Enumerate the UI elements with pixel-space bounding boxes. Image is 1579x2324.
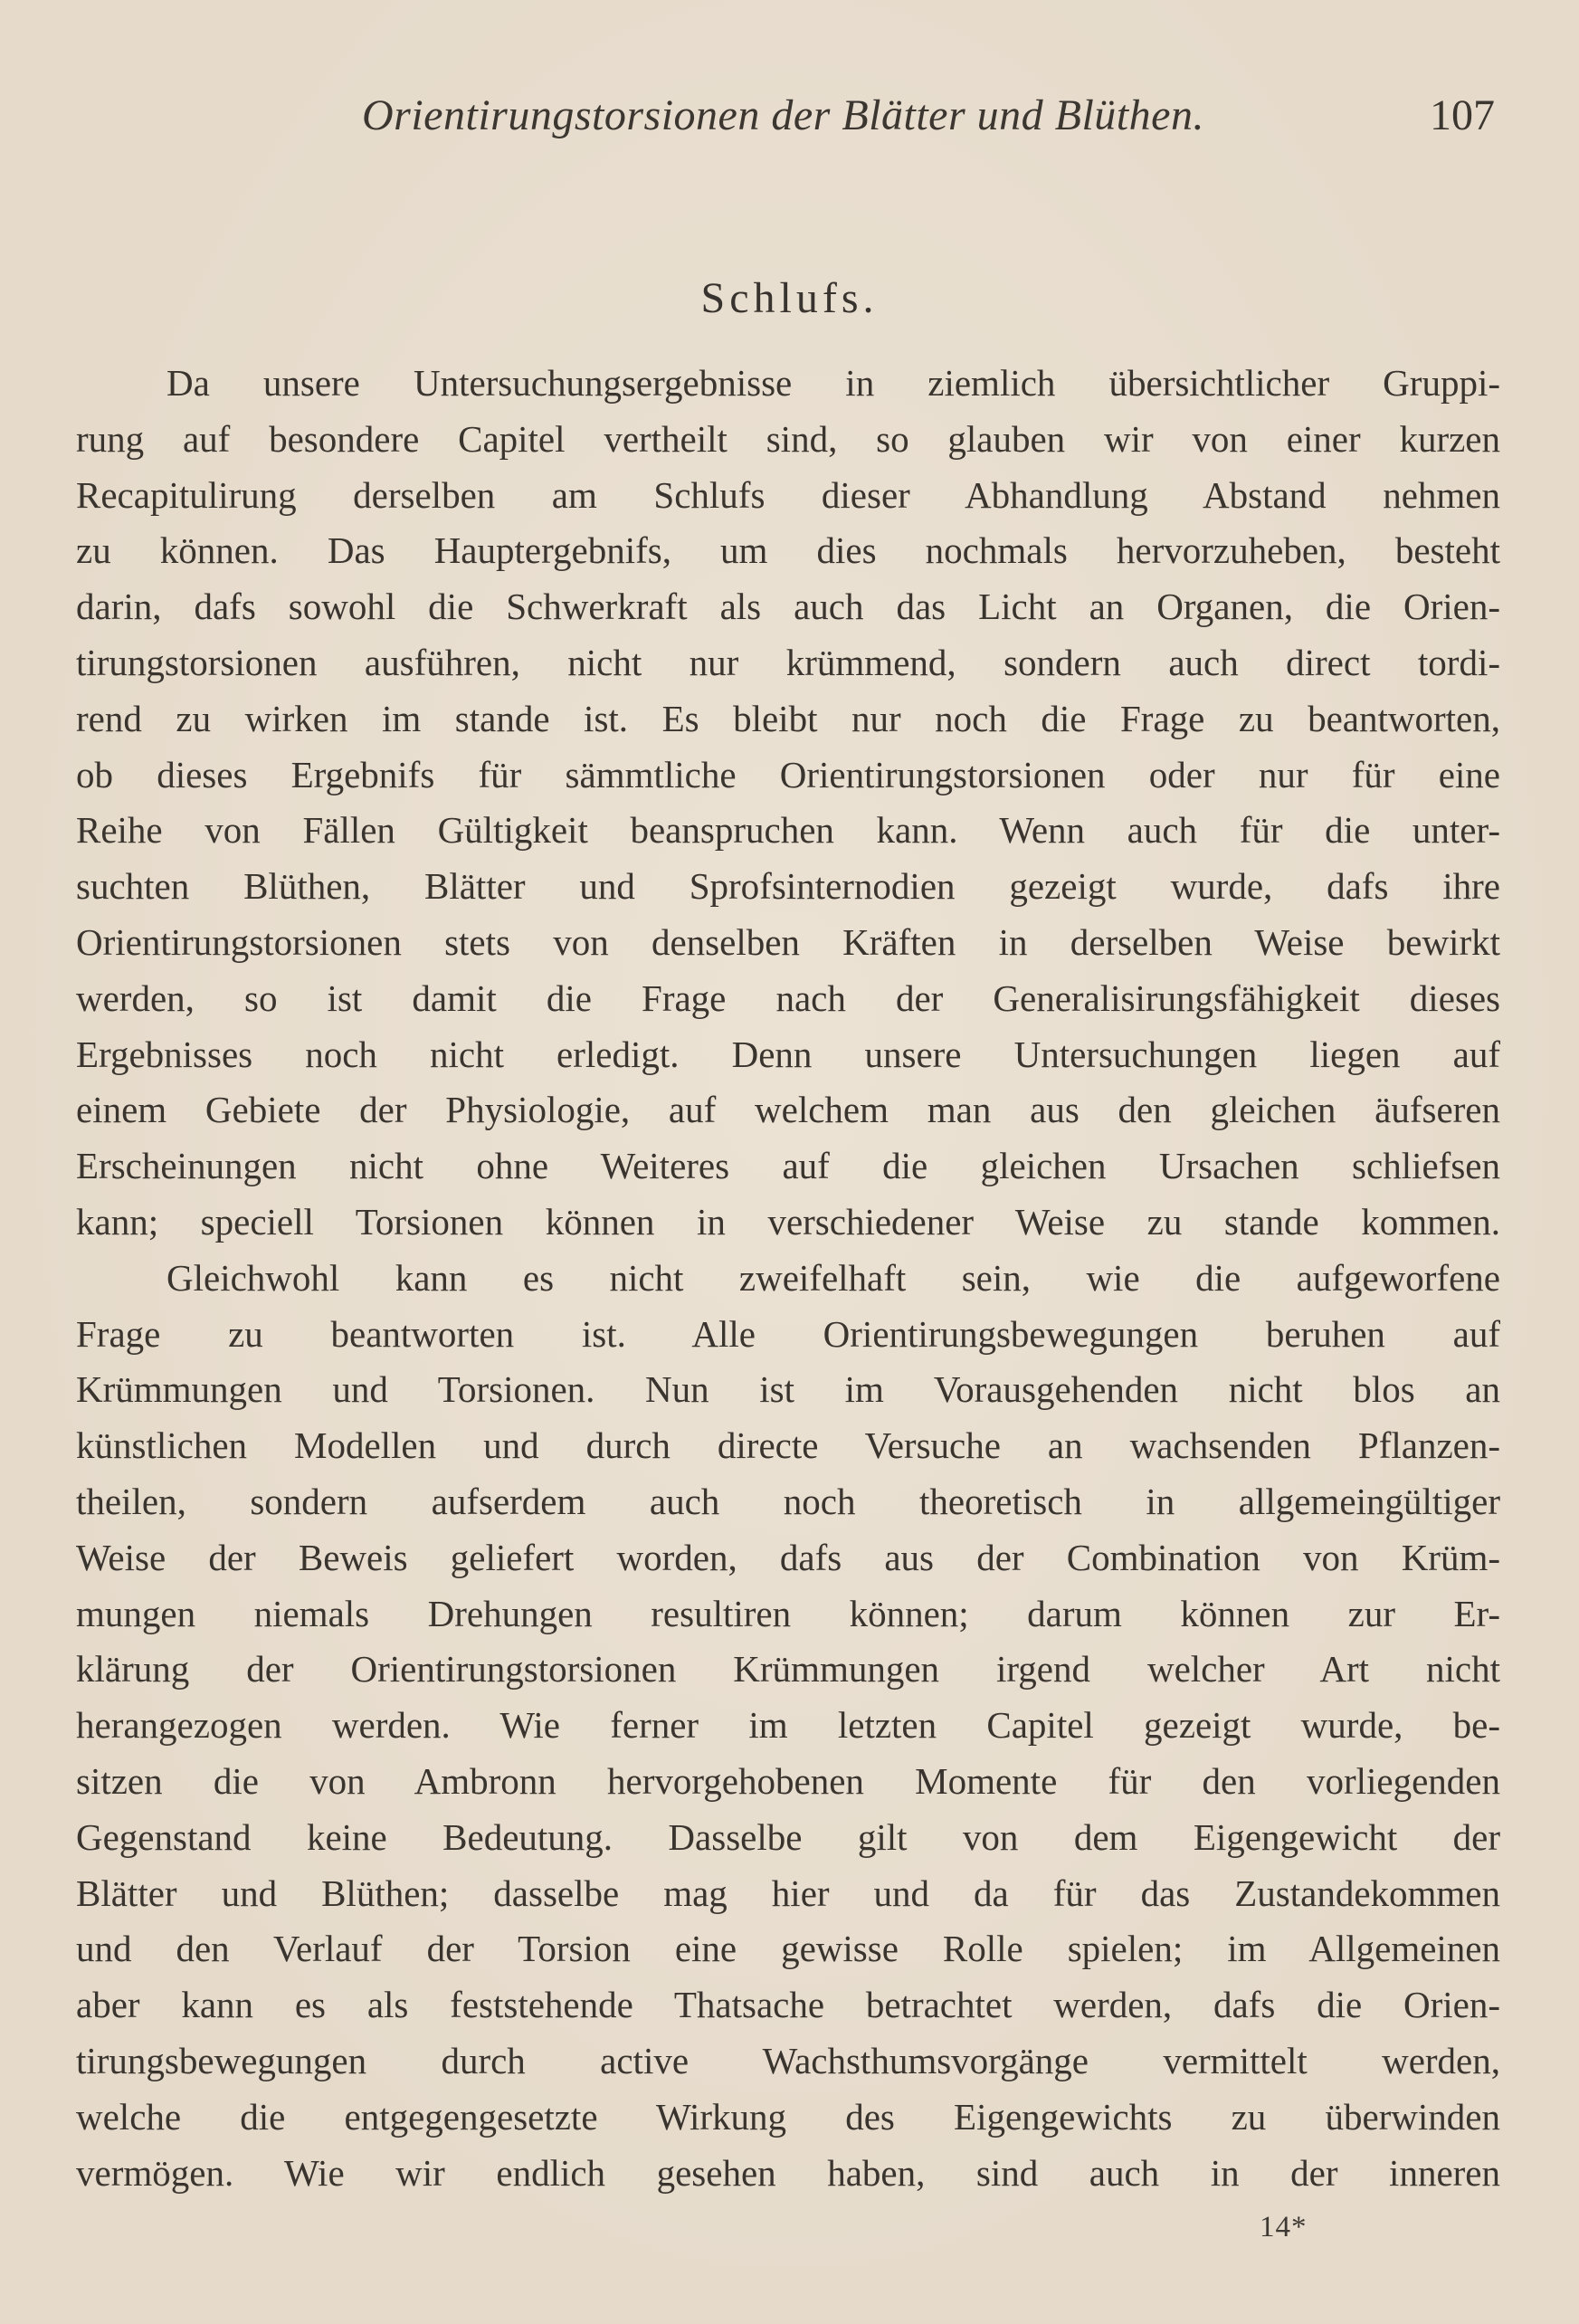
body-text: [76, 356, 1500, 2201]
text-line: Krümmungen und Torsionen. Nun ist im Vorausgehenden nicht blos an: [76, 1368, 1500, 1411]
text-line: zu können. Das Hauptergebnifs, um dies nochmals hervorzuheben, besteht: [76, 529, 1500, 572]
text-line: tirungsbewegungen durch active Wachsthumsvorgänge vermittelt werden,: [76, 2039, 1500, 2081]
text-line: Blätter und Blüthen; dasselbe mag hier und da für das Zustandekommen: [76, 1872, 1500, 1914]
text-line: Da unsere Untersuchungsergebnisse in ziemlich übersichtlicher Gruppi-: [166, 362, 1500, 404]
text-line: rung auf besondere Capitel vertheilt sind, so glauben wir von einer kurzen: [76, 417, 1500, 460]
text-line: Orientirungstorsionen stets von denselben Kräften in derselben Weise bewirkt: [76, 920, 1500, 963]
text-line: vermögen. Wie wir endlich gesehen haben, sind auch in der inneren: [76, 2151, 1500, 2194]
page-number: 107: [1430, 91, 1495, 139]
text-line: darin, dafs sowohl die Schwerkraft als auch das Licht an Organen, die Orien-: [76, 586, 1500, 628]
text-line: kann; speciell Torsionen können in verschiedener Weise zu stande kommen.: [76, 1200, 1500, 1243]
text-line: Recapitulirung derselben am Schlufs dieser Abhandlung Abstand nehmen: [76, 473, 1500, 516]
text-line: suchten Blüthen, Blätter und Sprofsinternodien gezeigt wurde, dafs ihre: [76, 865, 1500, 908]
text-line: einem Gebiete der Physiologie, auf welchem man aus den gleichen äufseren: [76, 1089, 1500, 1131]
text-line: werden, so ist damit die Frage nach der Generalisirungsfähigkeit dieses: [76, 976, 1500, 1019]
text-line: und den Verlauf der Torsion eine gewisse Rolle spielen; im Allgemeinen: [76, 1928, 1500, 1970]
text-line: herangezogen werden. Wie ferner im letzten Capitel gezeigt wurde, be-: [76, 1704, 1500, 1747]
text-line: mungen niemals Drehungen resultiren können; darum können zur Er-: [76, 1592, 1500, 1634]
text-line: Gleichwohl kann es nicht zweifelhaft sein, wie die aufgeworfene: [166, 1256, 1500, 1299]
text-line: Erscheinungen nicht ohne Weiteres auf die gleichen Ursachen schliefsen: [76, 1145, 1500, 1187]
text-line: aber kann es als feststehende Thatsache betrachtet werden, dafs die Orien-: [76, 1984, 1500, 2026]
text-line: theilen, sondern aufserdem auch noch theoretisch in allgemeingültiger: [76, 1480, 1500, 1522]
text-line: Weise der Beweis geliefert worden, dafs aus der Combination von Krüm-: [76, 1536, 1500, 1578]
text-line: klärung der Orientirungstorsionen Krümmungen irgend welcher Art nicht: [76, 1648, 1500, 1691]
section-title: Schlufs.: [700, 274, 879, 322]
text-line: Frage zu beantworten ist. Alle Orientirungsbewegungen beruhen auf: [76, 1312, 1500, 1355]
text-line: Gegenstand keine Bedeutung. Dasselbe gilt von dem Eigengewicht der: [76, 1815, 1500, 1858]
text-line: ob dieses Ergebnifs für sämmtliche Orientirungstorsionen oder nur für eine: [76, 753, 1500, 795]
text-line: Ergebnisses noch nicht erledigt. Denn unsere Untersuchungen liegen auf: [76, 1033, 1500, 1075]
text-line: rend zu wirken im stande ist. Es bleibt nur noch die Frage zu beantworten,: [76, 697, 1500, 739]
running-title: Orientirungstorsionen der Blätter und Blüthen.: [362, 91, 1204, 139]
signature-mark: 14*: [1260, 2211, 1308, 2243]
text-line: welche die entgegengesetzte Wirkung des Eigengewichts zu überwinden: [76, 2095, 1500, 2138]
text-line: tirungstorsionen ausführen, nicht nur krümmend, sondern auch direct tordi-: [76, 641, 1500, 683]
text-line: künstlichen Modellen und durch directe Versuche an wachsenden Pflanzen-: [76, 1424, 1500, 1467]
text-line: Reihe von Fällen Gültigkeit beanspruchen kann. Wenn auch für die unter-: [76, 809, 1500, 852]
text-line: sitzen die von Ambronn hervorgehobenen Momente für den vorliegenden: [76, 1759, 1500, 1802]
